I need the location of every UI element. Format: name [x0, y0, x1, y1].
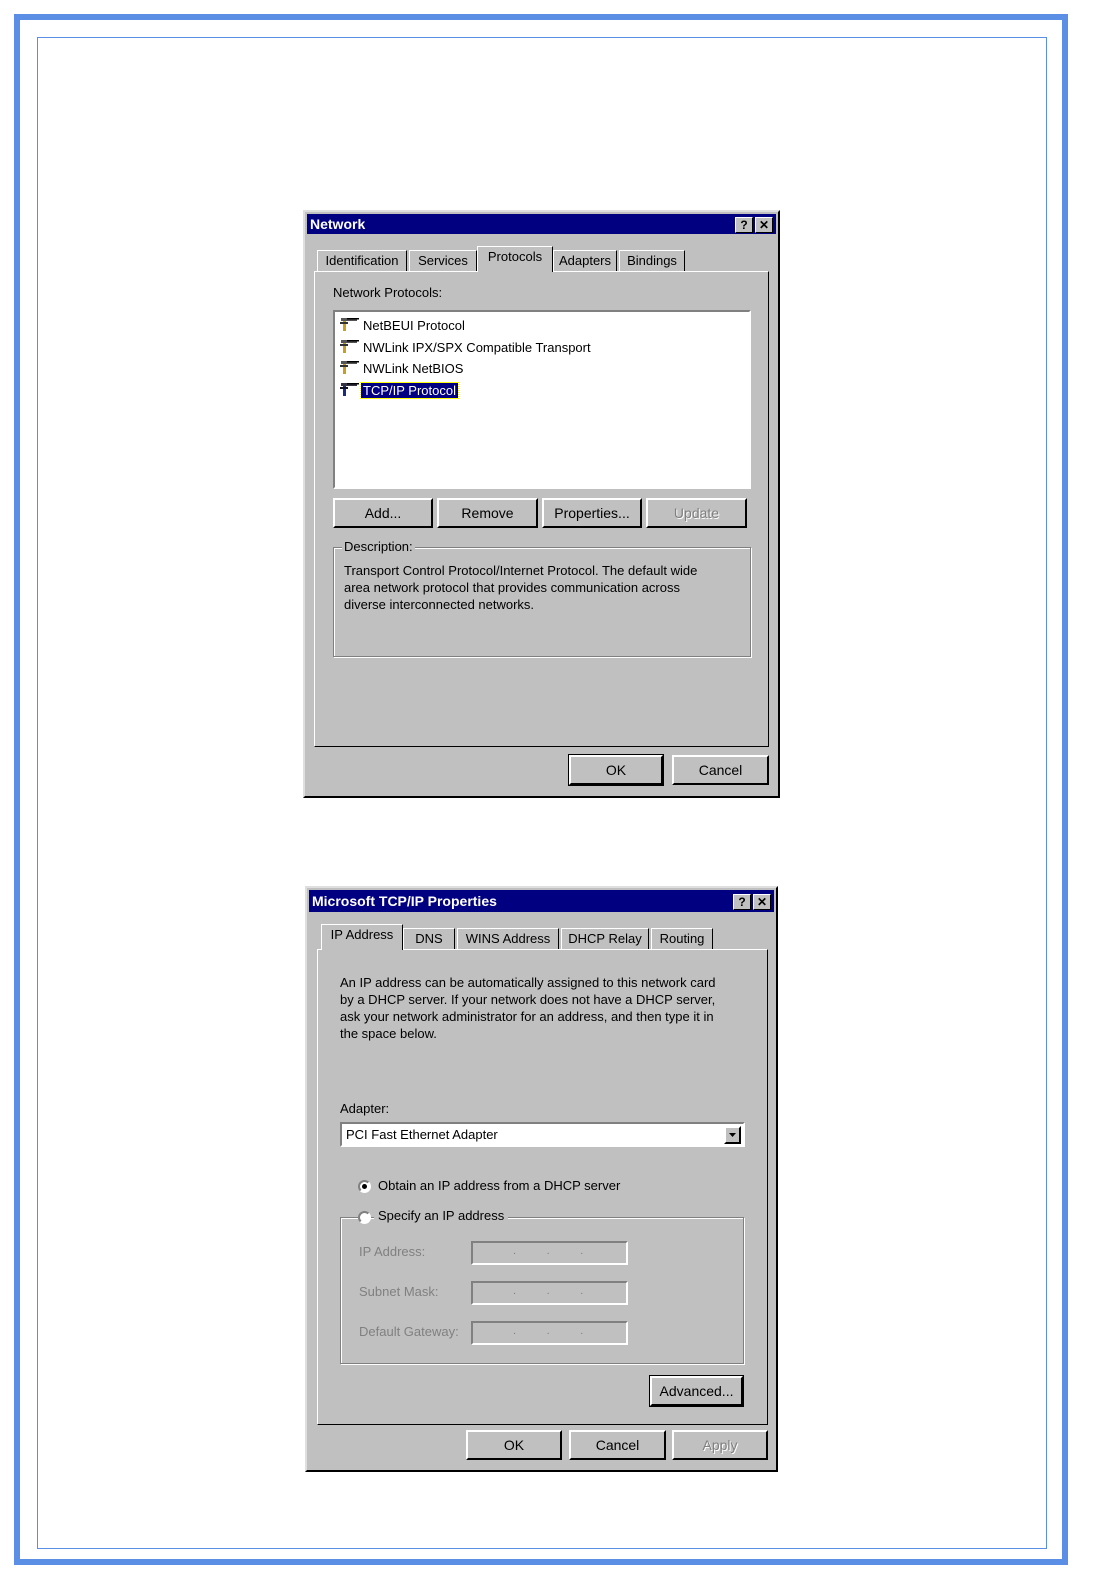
protocol-label: TCP/IP Protocol [363, 382, 456, 398]
network-dialog [303, 210, 780, 798]
help-button[interactable] [733, 894, 751, 910]
description-line: diverse interconnected networks. [344, 597, 535, 612]
adapter-select[interactable] [340, 1122, 745, 1147]
description-title: Description: [344, 539, 413, 554]
list-item[interactable] [339, 315, 467, 335]
description-text [344, 562, 697, 613]
help-icon: ? [738, 895, 746, 909]
tab-adapters[interactable] [553, 250, 617, 272]
protocols-panel [314, 271, 769, 747]
protocol-icon [339, 360, 359, 376]
ok-button[interactable] [466, 1430, 562, 1460]
add-button[interactable] [333, 498, 433, 528]
button-label: OK [503, 1437, 525, 1453]
intro-line: ask your network administrator for an address, and then type it in [340, 1009, 714, 1024]
button-label: Remove [461, 505, 514, 521]
ip-address-panel [317, 949, 768, 1425]
network-titlebar [307, 214, 776, 234]
button-label: Cancel [698, 762, 743, 778]
tab-dns[interactable] [403, 928, 455, 950]
tab-routing[interactable] [651, 928, 713, 950]
button-label: Update [673, 505, 720, 521]
subnet-mask-field[interactable] [471, 1281, 628, 1305]
help-button[interactable] [735, 217, 753, 233]
protocol-icon [339, 317, 359, 333]
button-label: Add... [364, 505, 402, 521]
button-label: Apply [702, 1437, 738, 1453]
tab-label: IP Address [330, 927, 394, 942]
network-protocols-label: Network Protocols: [333, 285, 443, 300]
list-item[interactable] [339, 358, 465, 378]
protocol-icon [339, 339, 359, 355]
adapter-label: Adapter: [340, 1101, 390, 1116]
ip-address-label: IP Address: [359, 1244, 426, 1259]
tab-label: Services [418, 253, 468, 268]
cancel-button[interactable] [672, 755, 769, 785]
tab-dhcp-relay[interactable] [561, 928, 649, 950]
description-line: Transport Control Protocol/Internet Protocol. The default wide [344, 563, 698, 578]
ip-dots: . . . [513, 1285, 584, 1297]
protocol-label: NWLink IPX/SPX Compatible Transport [363, 339, 591, 355]
dhcp-radio[interactable] [358, 1180, 371, 1193]
intro-text [340, 974, 716, 1042]
adapter-value: PCI Fast Ethernet Adapter [346, 1127, 498, 1142]
intro-line: An IP address can be automatically assigned to this network card [340, 975, 716, 990]
tab-label: DHCP Relay [568, 931, 642, 946]
tab-label: Routing [659, 931, 705, 946]
intro-line: the space below. [340, 1026, 437, 1041]
description-group [333, 539, 751, 657]
help-icon: ? [740, 218, 748, 232]
protocol-label: NetBEUI Protocol [363, 317, 465, 333]
protocol-label: NWLink NetBIOS [363, 360, 464, 376]
tab-label: Adapters [558, 253, 612, 268]
subnet-mask-label: Subnet Mask: [359, 1284, 439, 1299]
tab-label: WINS Address [465, 931, 551, 946]
chevron-down-icon [726, 1128, 739, 1142]
tab-label: Protocols [487, 249, 543, 264]
properties-button[interactable] [542, 498, 642, 528]
tcpip-title: Microsoft TCP/IP Properties [312, 893, 497, 909]
intro-line: by a DHCP server. If your network does not have a DHCP server, [340, 992, 716, 1007]
tab-label: Bindings [627, 253, 677, 268]
dhcp-radio-label[interactable]: Obtain an IP address from a DHCP server [378, 1178, 621, 1193]
tab-protocols[interactable] [477, 246, 553, 272]
close-icon: ✕ [756, 895, 768, 909]
button-label: OK [605, 762, 627, 778]
ip-dots: . . . [513, 1245, 584, 1257]
advanced-button[interactable] [650, 1376, 743, 1406]
tab-services[interactable] [409, 250, 477, 272]
remove-button[interactable] [437, 498, 538, 528]
button-label: Cancel [595, 1437, 640, 1453]
tab-label: Identification [325, 253, 399, 268]
description-line: area network protocol that provides communication across [344, 580, 680, 595]
list-item[interactable] [339, 337, 593, 357]
tab-label: DNS [415, 931, 443, 946]
protocol-list[interactable] [333, 310, 751, 489]
specify-ip-label[interactable]: Specify an IP address [374, 1208, 508, 1223]
cancel-button[interactable] [569, 1430, 666, 1460]
default-gateway-label: Default Gateway: [359, 1324, 459, 1339]
tcpip-dialog [305, 886, 778, 1472]
ip-address-field[interactable] [471, 1241, 628, 1265]
tab-identification[interactable] [317, 250, 407, 272]
tab-bindings[interactable] [619, 250, 685, 272]
ok-button[interactable] [569, 755, 663, 785]
close-button[interactable] [755, 217, 773, 233]
close-icon: ✕ [758, 218, 770, 232]
radio-dot [362, 1184, 367, 1189]
tab-wins-address[interactable] [457, 928, 559, 950]
default-gateway-field[interactable] [471, 1321, 628, 1345]
ip-dots: . . . [513, 1325, 584, 1337]
button-label: Advanced... [659, 1383, 734, 1399]
dropdown-button[interactable] [724, 1126, 741, 1144]
close-button[interactable] [753, 894, 771, 910]
update-button[interactable] [646, 498, 747, 528]
list-item-selected[interactable] [339, 380, 458, 400]
protocol-icon [339, 382, 359, 398]
specify-ip-radio[interactable] [358, 1211, 371, 1224]
tcpip-titlebar [309, 890, 774, 912]
tab-ip-address[interactable] [321, 924, 403, 950]
network-title: Network [310, 216, 366, 232]
apply-button[interactable] [672, 1430, 768, 1460]
button-label: Properties... [554, 505, 630, 521]
